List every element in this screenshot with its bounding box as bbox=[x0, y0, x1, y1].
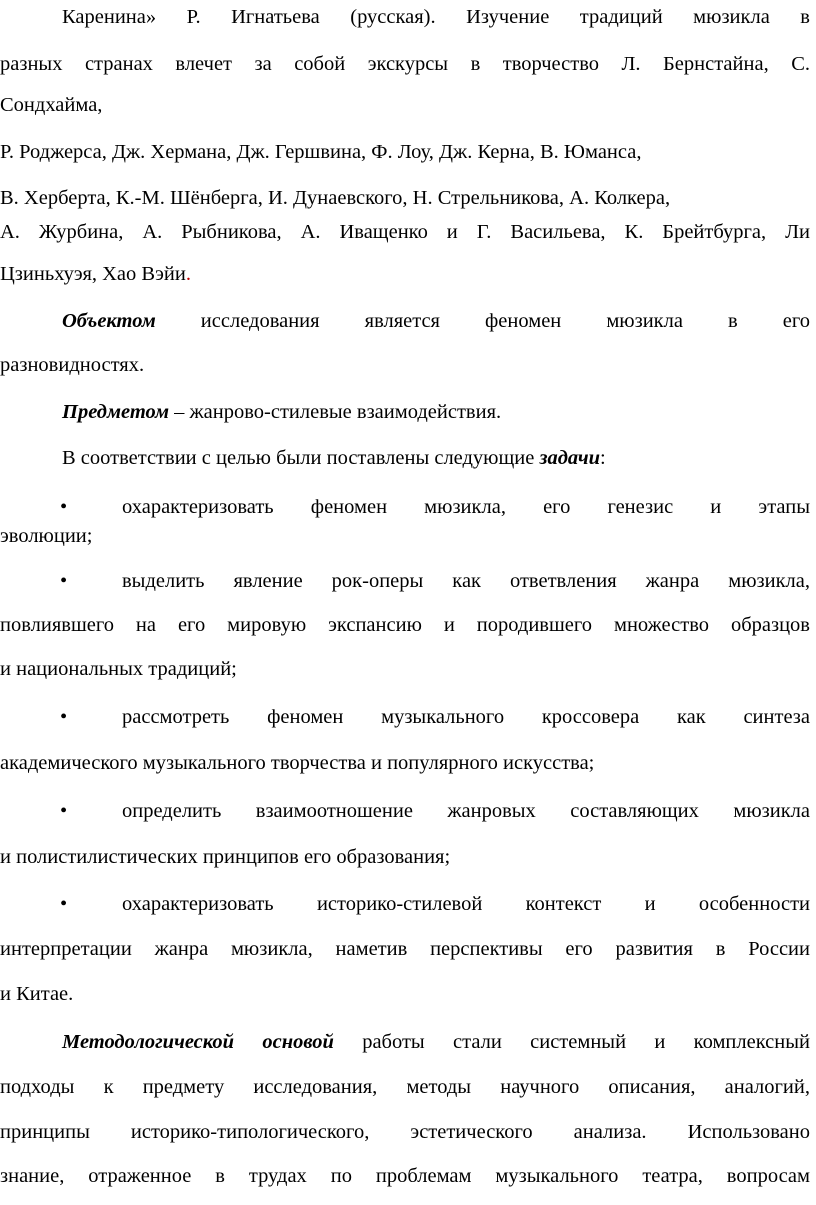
task-line: интерпретации жанра мюзикла, наметив перспективы его развития в России bbox=[0, 938, 810, 960]
text-run: исследования является феномен мюзикла в его bbox=[200, 310, 811, 332]
task-line: охарактеризовать историко-стилевой контекст и особенности bbox=[122, 893, 810, 915]
term-subject: Предметом bbox=[62, 401, 170, 423]
term-object: Объектом bbox=[62, 310, 156, 332]
object-line bbox=[62, 308, 810, 334]
text-run: работы стали системный и комплексный bbox=[333, 1031, 810, 1053]
paragraph-line: разных странах влечет за собой экскурсы в творчество Л. Бернстайна, С. bbox=[0, 53, 810, 75]
paragraph-line: подходы к предмету исследования, методы научного описания, аналогий, bbox=[0, 1076, 810, 1098]
bullet-marker: • bbox=[60, 706, 68, 728]
task-line: рассмотреть феномен музыкального кроссовера как синтеза bbox=[122, 706, 810, 728]
text-run: В соответствии с целью были поставлены следующие bbox=[62, 447, 540, 469]
task-line: академического музыкального творчества и популярного искусства; bbox=[0, 752, 595, 774]
task-line: и Китае. bbox=[0, 983, 74, 1005]
term-method: Методологической основой bbox=[62, 1031, 334, 1053]
bullet-marker: • bbox=[60, 893, 68, 915]
paragraph-line: принципы историко-типологического, эстетического анализа. Использовано bbox=[0, 1121, 810, 1143]
text-run: – жанрово-стилевые взаимодействия. bbox=[169, 401, 502, 423]
text-run: . bbox=[185, 263, 191, 285]
term-tasks: задачи bbox=[539, 447, 601, 469]
task-line: определить взаимоотношение жанровых составляющих мюзикла bbox=[122, 800, 810, 822]
task-line: повлиявшего на его мировую экспансию и породившего множество образцов bbox=[0, 614, 810, 636]
task-line: эволюции; bbox=[0, 525, 93, 547]
task-line: выделить явление рок-оперы как ответвления жанра мюзикла, bbox=[122, 570, 810, 592]
bullet-marker: • bbox=[60, 800, 68, 822]
task-line: и полистилистических принципов его образования; bbox=[0, 846, 451, 868]
paragraph-line: В. Херберта, К.-М. Шёнберга, И. Дунаевского, Н. Стрельникова, А. Колкера, bbox=[0, 187, 671, 209]
task-line: и национальных традиций; bbox=[0, 658, 237, 680]
paragraph-line: А. Журбина, А. Рыбникова, А. Иващенко и Г. Васильева, К. Брейтбурга, Ли bbox=[0, 221, 810, 243]
paragraph-line: Каренина» Р. Игнатьева (русская). Изучение традиций мюзикла в bbox=[62, 6, 810, 28]
task-line: охарактеризовать феномен мюзикла, его генезис и этапы bbox=[122, 496, 810, 518]
paragraph-line: разновидностях. bbox=[0, 354, 145, 376]
text-run: : bbox=[600, 447, 606, 469]
paragraph-line: знание, отраженное в трудах по проблемам музыкального театра, вопросам bbox=[0, 1165, 810, 1187]
paragraph-line: Сондхайма, bbox=[0, 94, 103, 116]
bullet-marker: • bbox=[60, 496, 68, 518]
tasks-intro-line bbox=[62, 445, 810, 471]
method-line bbox=[62, 1029, 810, 1055]
subject-line bbox=[62, 399, 810, 425]
paragraph-line bbox=[0, 261, 810, 287]
paragraph-line: Р. Роджерса, Дж. Хермана, Дж. Гершвина, Ф. Лоу, Дж. Керна, В. Юманса, bbox=[0, 141, 642, 163]
bullet-marker: • bbox=[60, 570, 68, 592]
text-run: Цзиньхуэя, Хао Вэйи bbox=[0, 263, 186, 285]
